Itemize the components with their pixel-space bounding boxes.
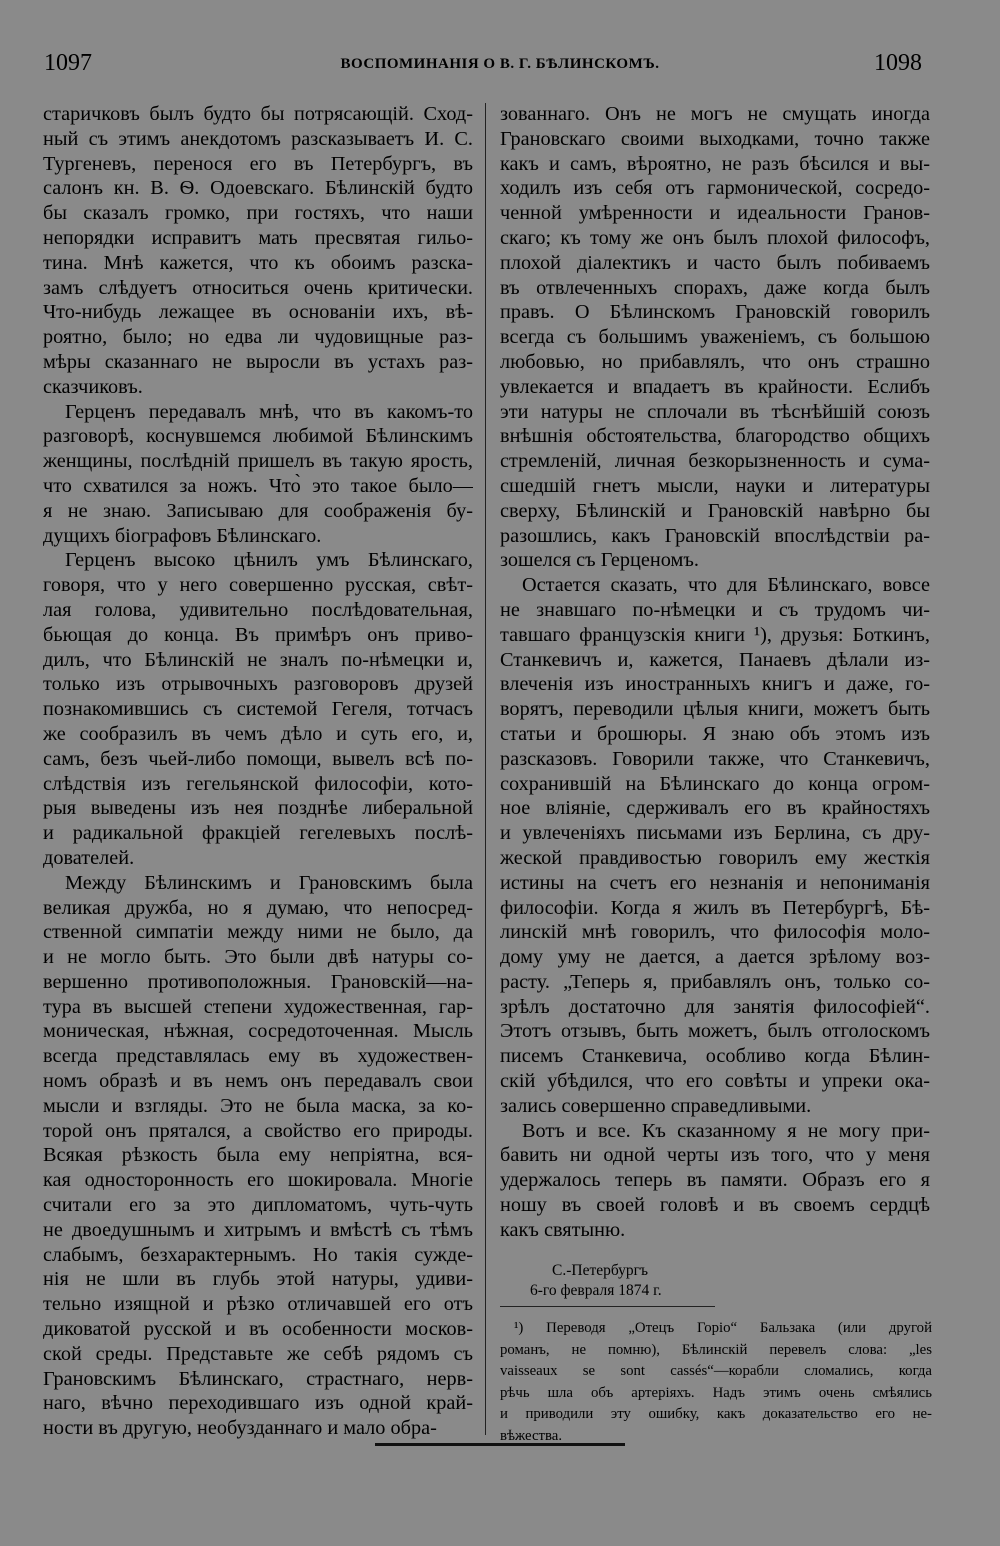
running-title: ВОСПОМИНАНІЯ О В. Г. БѢЛИНСКОМЪ. (340, 56, 660, 72)
text-line: удержалось теперь въ памяти. Образъ его я (500, 1169, 930, 1192)
text-line: писемъ Станкевича, особливо когда Бѣлин- (500, 1045, 930, 1068)
text-line: сверху, Бѣлинскій и Грановскій навѣрно бы (500, 499, 930, 522)
text-line: мѣры сказаннаго не выросли въ устахъ раз- (43, 350, 473, 373)
text-line: Грановскаго своими выходками, точно также (500, 127, 930, 150)
text-line: самъ, безъ чьей-либо помощи, вывелъ всѣ по- (43, 747, 473, 770)
text-line: говоря, что у него совершенно русская, свѣт- (43, 574, 473, 597)
left-column (43, 102, 473, 1441)
text-line: ченной умѣренности и идеальности Гранов- (500, 202, 930, 225)
text-line: вершенно противоположныя. Грановскій—на- (43, 970, 473, 993)
text-line: любовью, но прибавлялъ, что онъ страшно (500, 350, 930, 373)
text-line: статьи и брошюры. Я знаю объ этомъ изъ (500, 722, 930, 745)
text-line: внѣшнія обстоятельства, благородство общихъ (500, 425, 930, 448)
text-line: ношу въ своей головѣ и въ своемъ сердцѣ (500, 1194, 930, 1217)
footnote-rule (500, 1306, 715, 1307)
text-line: дилъ, что Бѣлинскій не зналъ по-нѣмецки и, (43, 648, 473, 671)
text-line: романъ, не помню), Бѣлинскій перевелъ слова: „les (500, 1341, 932, 1358)
column-divider (485, 103, 486, 1435)
text-line: зрѣлъ достаточно для занятія философіей“. (500, 995, 930, 1018)
text-line: салонъ кн. В. Ѳ. Одоевскаго. Бѣлинскій будто (43, 177, 473, 200)
text-line: стремленій, личная безкорызненность и сума- (500, 450, 930, 473)
text-line: ¹) Переводя „Отецъ Горіо“ Бальзака (или другой (514, 1320, 932, 1336)
text-line: разошлись, какъ Грановскій впослѣдствіи ра- (500, 524, 930, 547)
text-line: ходилъ изъ себя отъ гармонической, сосредо- (500, 177, 930, 200)
footnote (500, 1318, 932, 1448)
text-line: слабымъ, безхарактернымъ. Но такія сужде- (43, 1243, 473, 1266)
text-line: ное вліяніе, сдерживалъ его въ крайностяхъ (500, 797, 930, 820)
text-line: увлекается и впадаетъ въ крайности. Еслибъ (500, 375, 930, 398)
text-line: тельно изящной и рѣзко отличавшей его отъ (43, 1293, 473, 1316)
text-line: ный съ этимъ анекдотомъ разсказываетъ И. С. (43, 127, 473, 150)
text-line: правъ. О Бѣлинскомъ Грановскій говорилъ (500, 301, 930, 324)
text-line: Остается сказать, что для Бѣлинскаго, вовсе (522, 574, 930, 597)
text-line: лая голова, удивительно послѣдовательная, (43, 598, 473, 621)
text-line: всегда съ большимъ уваженіемъ, съ большою (500, 326, 930, 349)
text-line: тура въ высшей степени художественная, гар- (43, 995, 473, 1018)
text-line: великая дружба, но я думаю, что непосред- (43, 896, 473, 919)
signature-date: 6-го февраля 1874 г. (530, 1282, 662, 1299)
text-line: роятно, было; но едва ли чудовищные раз- (43, 326, 473, 349)
text-line: нія не шли въ глубь этой натуры, удиви- (43, 1268, 473, 1291)
text-line: ской среды. Представьте же себѣ рядомъ съ (43, 1342, 473, 1365)
text-line: влеченія изъ иностранныхъ книгъ и даже, го- (500, 673, 930, 696)
text-line: зошелся съ Герценомъ. (500, 549, 699, 572)
text-line: Вотъ и все. Къ сказанному я не могу при- (522, 1119, 930, 1142)
text-line: не знавшаго по-нѣмецки и съ трудомъ чи- (500, 598, 930, 621)
page-number-right: 1098 (874, 50, 922, 76)
text-line: истины на счетъ его незнанія и непониманія (500, 871, 930, 894)
text-line: дователей. (43, 846, 135, 869)
text-line: плохой діалектикъ и часто былъ побиваемъ (500, 251, 930, 274)
text-line: слѣдствія изъ гегельянской философіи, кото- (43, 772, 473, 795)
text-line: моническая, нѣжная, сосредоточенная. Мысль (43, 1020, 473, 1043)
text-line: женщины, послѣдній пришелъ въ такую ярость, (43, 450, 473, 473)
text-line: философіи. Когда я жилъ въ Петербургѣ, Бѣ- (500, 896, 930, 919)
text-line: vaisseaux se sont cassés“—корабли сломались, когда (500, 1363, 932, 1380)
text-line: Станкевичъ и, кажется, Панаевъ дѣлали из- (500, 648, 930, 671)
text-line: скій убѣдился, что его совѣты и упреки ока- (500, 1070, 930, 1093)
text-line: старичковъ былъ будто бы потрясающій. Сход- (43, 103, 473, 125)
text-line: диковатой русской и въ особенности москов- (43, 1318, 473, 1341)
text-line: Что-нибудь лежащее въ основаніи ихъ, вѣ- (43, 301, 473, 324)
text-line: и увлеченіяхъ письмами изъ Берлина, съ дру- (500, 822, 930, 845)
signature-place: С.-Петербургъ (552, 1262, 649, 1279)
text-line: всегда представлялась ему въ художествен- (43, 1045, 473, 1068)
text-line: бьющая до конца. Въ примѣръ онъ приво- (43, 623, 473, 646)
text-line: рыя выведены изъ нея позднѣе либеральной (43, 797, 473, 820)
text-line: мысли и взгляды. Это не была маска, за ко- (43, 1094, 473, 1117)
text-line: же сообразилъ въ чемъ дѣло и суть его, и, (43, 722, 473, 745)
text-line: непорядки исправитъ мать пресвятая гильо- (43, 226, 473, 249)
text-line: разсказовъ. Говорили также, что Станкевичъ, (500, 747, 930, 770)
text-line: и радикальной фракціей гегелевыхъ послѣ- (43, 822, 473, 845)
text-line: какъ и самъ, вѣроятно, не разъ бѣсился и вы- (500, 152, 930, 175)
text-line: кая односторонность его шокировала. Многіе (43, 1169, 473, 1192)
text-line: Герценъ высоко цѣнилъ умъ Бѣлинскаго, (65, 549, 473, 572)
text-line: Между Бѣлинскимъ и Грановскимъ была (65, 871, 473, 894)
text-line: замъ слѣдуетъ относиться очень критически. (43, 276, 473, 299)
text-line: расту. „Теперь я, прибавлялъ онъ, только со- (500, 970, 930, 993)
text-line: тавшаго французскія книги ¹), друзья: Боткинъ, (500, 623, 930, 646)
text-line: Всякая рѣзкость была ему непріятна, вся- (43, 1144, 473, 1167)
page-number-left: 1097 (44, 50, 92, 76)
text-line: не двоедушнымъ и хитрымъ и вмѣстѣ съ тѣмъ (43, 1218, 473, 1241)
text-line: номъ образѣ и въ немъ онъ передавалъ свои (43, 1070, 473, 1093)
text-line: рѣчь шла объ артеріяхъ. Надъ этимъ очень смѣялись (500, 1384, 932, 1401)
text-line: ственной симпатіи между ними не было, да (43, 921, 473, 944)
text-line: какъ святыню. (500, 1218, 626, 1241)
text-line: познакомившись съ системой Гегеля, тотчасъ (43, 698, 473, 721)
text-line: тина. Мнѣ кажется, что къ обоимъ разска- (43, 251, 473, 274)
text-line: я не знаю. Записываю для соображенія бу- (43, 499, 473, 522)
text-line: разговорѣ, коснувшемся любимой Бѣлинскимъ (43, 425, 473, 448)
text-line: эти натуры не сплочали въ тѣснѣйшій союзъ (500, 400, 930, 423)
text-line: что схватился за ножъ. Что̀ это такое было— (43, 474, 473, 497)
text-line: и не могло быть. Это были двѣ натуры со- (43, 946, 473, 969)
text-line: вѣжества. (500, 1427, 563, 1444)
text-line: только изъ отрывочныхъ разговоровъ друзей (43, 673, 473, 696)
text-line: ности въ другую, необузданнаго и мало обра- (43, 1417, 437, 1440)
text-line: въ отвлеченныхъ спорахъ, даже когда былъ (500, 276, 930, 299)
text-line: Грановскимъ Бѣлинскаго, страстнаго, нерв- (43, 1367, 473, 1390)
text-line: торой онъ прятался, а свойство его природы. (43, 1119, 473, 1142)
bottom-rule (375, 1443, 625, 1446)
text-line: зованнаго. Онъ не могъ не смущать иногда (500, 103, 930, 125)
text-line: скаго; къ тому же онъ былъ плохой философъ, (500, 226, 930, 249)
text-line: бавить ни одной черты изъ того, что у меня (500, 1144, 930, 1167)
text-line: ворятъ, переводили цѣлыя книги, можетъ быть (500, 698, 930, 721)
text-line: Тургеневъ, перенося его въ Петербургъ, въ (43, 152, 473, 175)
text-line: сохранившій на Бѣлинскаго до конца огром- (500, 772, 930, 795)
text-line: сказчиковъ. (43, 375, 143, 398)
right-column (500, 102, 930, 1243)
text-line: Герценъ передавалъ мнѣ, что въ какомъ-то (65, 400, 473, 423)
text-line: дому уму не дается, а дается зрѣлому воз- (500, 946, 930, 969)
text-line: наго, вѣчно переходившаго изъ одной край- (43, 1392, 473, 1415)
text-line: и приводили эту ошибку, какъ доказательство его не- (500, 1406, 932, 1423)
text-line: дущихъ біографовъ Бѣлинскаго. (43, 524, 322, 547)
text-line: считали его за это дипломатомъ, чуть-чуть (43, 1194, 473, 1217)
text-line: жеской правдивостью говорилъ ему жесткія (500, 846, 930, 869)
text-line: зались совершенно справедливыми. (500, 1094, 812, 1117)
text-line: линскій мнѣ говорилъ, что философія моло- (500, 921, 930, 944)
text-line: Этотъ отзывъ, быть можетъ, былъ отголоскомъ (500, 1020, 930, 1043)
text-line: бы сказалъ громко, при гостяхъ, что наши (43, 202, 473, 225)
text-line: сшедшій гнетъ мысли, науки и литературы (500, 474, 930, 497)
